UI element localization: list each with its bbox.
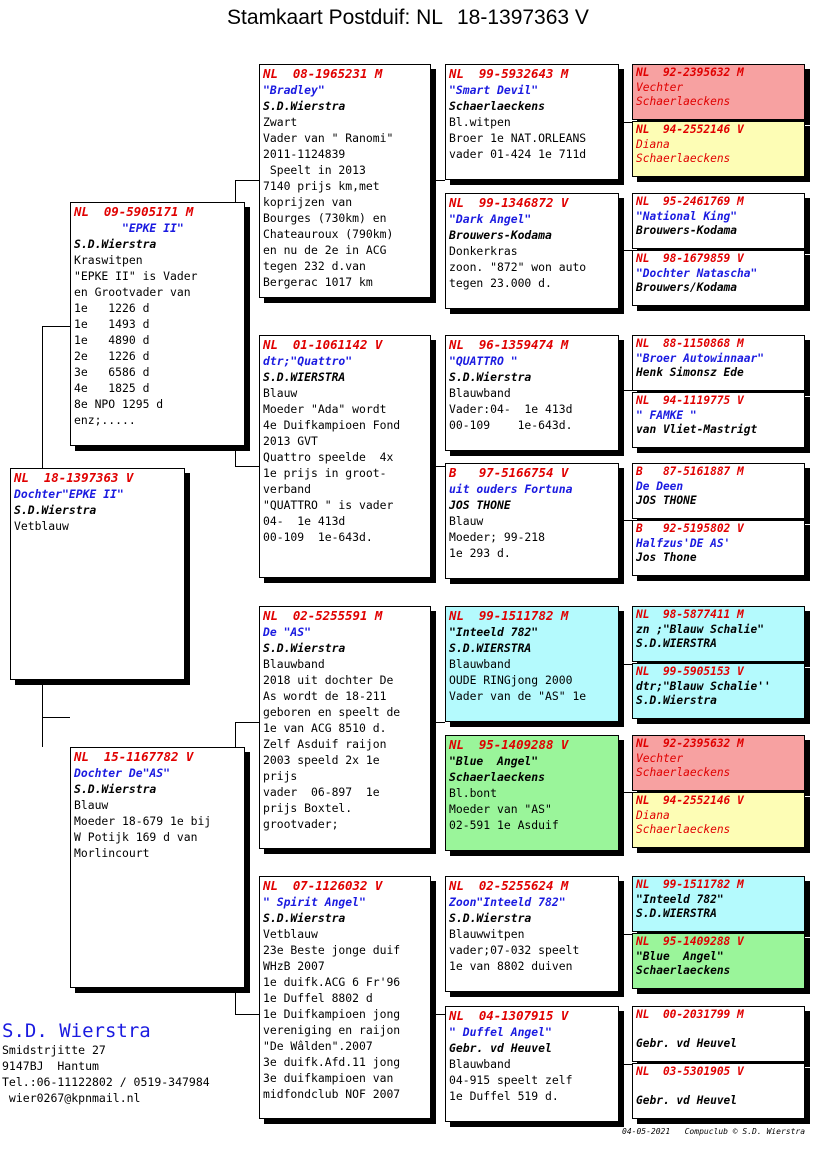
owner: S.D.Wierstra xyxy=(636,694,717,707)
owner: S.D.WIERSTRA xyxy=(636,637,717,650)
info-line: Quattro speelde 4x xyxy=(263,450,394,464)
pigeon-card-subject xyxy=(10,468,185,680)
pigeon-card-g1 xyxy=(632,64,805,120)
connector-line xyxy=(618,792,632,793)
info-line: 1e 1226 d xyxy=(74,301,150,315)
owner: Brouwers-Kodama xyxy=(636,224,738,237)
info-line: Vetblauw xyxy=(14,519,69,533)
info-line: Blauw xyxy=(74,798,109,812)
ring-number: NL 94-2552146 V xyxy=(636,123,744,136)
owner: Brouwers/Kodama xyxy=(636,281,738,294)
connector-line xyxy=(430,722,445,723)
pigeon-card-g8 xyxy=(632,520,805,576)
pigeon-name: Dochter De"AS" xyxy=(74,766,171,780)
info-line: "EPKE II" is Vader xyxy=(74,269,198,283)
info-line: 00-109 1e-643d. xyxy=(449,418,573,432)
ring-number: NL 99-5905153 V xyxy=(636,665,744,678)
connector-line xyxy=(42,717,70,718)
info-line: Bl.bont xyxy=(449,786,498,800)
info-line: 4e Duifkampioen Fond xyxy=(263,418,401,432)
pigeon-name: "Dochter Natascha" xyxy=(636,266,758,280)
info-line: en Grootvader van xyxy=(74,285,191,299)
info-line: Moeder 18-679 1e bij xyxy=(74,814,212,828)
info-line: 23e Beste jonge duif xyxy=(263,943,401,957)
info-line: en nu de 2e in ACG xyxy=(263,243,387,257)
pigeon-card-mfm xyxy=(445,735,619,851)
pigeon-name: Diana xyxy=(636,137,670,151)
pigeon-card-mmf xyxy=(445,876,619,992)
owner: S.D.WIERSTRA xyxy=(263,370,346,384)
info-line: 02-591 1e Asduif xyxy=(449,818,559,832)
ring-number: NL 94-1119775 V xyxy=(636,394,744,407)
pigeon-name: "Inteeld 782" xyxy=(449,625,539,639)
info-line: Blauwband xyxy=(449,1057,511,1071)
pigeon-name: Vechter xyxy=(636,751,684,765)
info-line: 1e van ACG 8510 d. xyxy=(263,721,387,735)
info-line: grootvader; xyxy=(263,817,339,831)
info-line: Blauwband xyxy=(449,386,511,400)
ring-number: NL 00-2031799 M xyxy=(636,1008,744,1021)
ring-number: NL 01-1061142 V xyxy=(263,337,383,352)
info-line: 1e prijs in groot- xyxy=(263,466,387,480)
pigeon-card-g3 xyxy=(632,193,805,249)
ring-number: NL 99-5932643 M xyxy=(449,66,569,81)
connector-line xyxy=(618,122,632,123)
info-line: Blauwwitpen xyxy=(449,927,525,941)
connector-line xyxy=(235,722,236,748)
info-line: prijs xyxy=(263,769,298,783)
ring-number: NL 03-5301905 V xyxy=(636,1065,744,1078)
owner: Schaerlaeckens xyxy=(636,823,731,836)
pigeon-name: "Dark Angel" xyxy=(449,212,532,226)
pigeon-name: "Blue Angel" xyxy=(636,949,724,963)
ring-number: NL 09-5905171 M xyxy=(74,204,194,219)
ring-number: NL 98-5877411 M xyxy=(636,608,744,621)
pigeon-name: " FAMKE " xyxy=(636,408,697,422)
info-line: Speelt in 2013 xyxy=(263,163,366,177)
ring-number: NL 94-2552146 V xyxy=(636,794,744,807)
info-line: WHzB 2007 xyxy=(263,959,325,973)
breeder-name: S.D. Wierstra xyxy=(2,1020,151,1042)
pigeon-card-father xyxy=(70,202,245,446)
pigeon-name: Dochter"EPKE II" xyxy=(14,487,124,501)
pigeon-name: "Bradley" xyxy=(263,83,325,97)
owner: S.D.Wierstra xyxy=(263,641,346,655)
pigeon-card-g10 xyxy=(632,663,805,719)
info-line: W Potijk 169 d van xyxy=(74,830,198,844)
ring-number: NL 08-1965231 M xyxy=(263,66,383,81)
info-line: Zwart xyxy=(263,115,298,129)
pigeon-card-g14 xyxy=(632,933,805,989)
pigeon-name: "QUATTRO " xyxy=(449,354,518,368)
info-line: vereniging en raijon xyxy=(263,1023,401,1037)
info-line: 1e Duffel 519 d. xyxy=(449,1089,559,1103)
ring-number: B 97-5166754 V xyxy=(449,465,569,480)
info-line: 8e NPO 1295 d xyxy=(74,397,164,411)
connector-line xyxy=(42,326,70,327)
info-line: 7140 prijs km,met xyxy=(263,179,380,193)
owner: S.D.WIERSTRA xyxy=(636,907,717,920)
owner: Gebr. vd Heuvel xyxy=(636,1093,738,1107)
owner: S.D.Wierstra xyxy=(449,911,532,925)
connector-line xyxy=(618,390,632,391)
ring-number: NL 07-1126032 V xyxy=(263,878,383,893)
pigeon-card-mff xyxy=(445,606,619,722)
owner: S.D.Wierstra xyxy=(14,503,97,517)
info-line: As wordt de 18-211 xyxy=(263,689,387,703)
info-line: Vetblauw xyxy=(263,927,318,941)
info-line: OUDE RINGjong 2000 xyxy=(449,673,573,687)
info-line: Zelf Asduif raijon xyxy=(263,737,387,751)
pigeon-name: "National King" xyxy=(636,209,738,223)
footer-credit: 04-05-2021 Compuclub © S.D. Wierstra xyxy=(622,1127,806,1136)
pigeon-card-ff xyxy=(259,64,431,298)
info-line: koprijzen van xyxy=(263,195,353,209)
info-line: 1e Duifkampioen jong xyxy=(263,1007,401,1021)
info-line: Bl.witpen xyxy=(449,115,511,129)
info-line: Vader:04- 1e 413d xyxy=(449,402,573,416)
breeder-phone: Tel.:06-11122802 / 0519-347984 xyxy=(2,1075,210,1089)
owner: JOS THONE xyxy=(449,498,511,512)
info-line: 3e duifk.Afd.11 jong xyxy=(263,1055,401,1069)
pigeon-card-g9 xyxy=(632,606,805,662)
ring-number: NL 15-1167782 V xyxy=(74,749,194,764)
info-line: Moeder "Ada" wordt xyxy=(263,402,387,416)
pigeon-card-g6 xyxy=(632,392,805,448)
connector-line xyxy=(430,180,445,181)
owner: Jos Thone xyxy=(636,551,697,564)
pigeon-name: "EPKE II" xyxy=(122,221,184,235)
info-line: "QUATTRO " is vader xyxy=(263,498,394,512)
ring-number: NL 95-1409288 V xyxy=(636,935,744,948)
connector-line xyxy=(618,250,632,251)
ring-number: NL 96-1359474 M xyxy=(449,337,569,352)
pigeon-card-mother xyxy=(70,747,245,988)
connector-line xyxy=(235,180,236,202)
ring-number: B 92-5195802 V xyxy=(636,522,744,535)
connector-line xyxy=(235,722,259,723)
owner: Gebr. vd Heuvel xyxy=(636,1036,738,1050)
info-line: "De Wâlden".2007 xyxy=(263,1039,373,1053)
pigeon-name: " Duffel Angel" xyxy=(449,1025,552,1039)
breeder-contact xyxy=(2,1020,210,1106)
info-line: Broer 1e NAT.ORLEANS xyxy=(449,131,587,145)
pigeon-name: " Spirit Angel" xyxy=(263,895,366,909)
info-line: vader 01-424 1e 711d xyxy=(449,147,587,161)
pigeon-card-g11 xyxy=(632,735,805,791)
pigeon-card-g12 xyxy=(632,792,805,848)
page-title xyxy=(0,6,816,30)
pigeon-name: dtr;"Quattro" xyxy=(263,354,353,368)
connector-line xyxy=(618,520,632,521)
connector-line xyxy=(235,446,236,466)
info-line: Chateauroux (790km) xyxy=(263,227,394,241)
info-line: verband xyxy=(263,482,312,496)
breeder-street: Smidstrjitte 27 xyxy=(2,1043,106,1057)
owner: JOS THONE xyxy=(636,494,697,507)
info-line: 1e van 8802 duiven xyxy=(449,959,573,973)
pigeon-card-g7 xyxy=(632,463,805,519)
info-line: 2018 uit dochter De xyxy=(263,673,394,687)
pigeon-card-g5 xyxy=(632,335,805,391)
info-line: tegen 232 d.van xyxy=(263,259,366,273)
ring-number: NL 92-2395632 M xyxy=(636,66,744,79)
connector-line xyxy=(235,180,259,181)
connector-line xyxy=(618,1064,632,1065)
title-prefix: Stamkaart Postduif: NL xyxy=(227,6,443,29)
info-line: 2011-1124839 xyxy=(263,147,346,161)
owner: Schaerlaeckens xyxy=(449,770,546,784)
ring-number: B 87-5161887 M xyxy=(636,465,744,478)
ring-number: NL 02-5255624 M xyxy=(449,878,569,893)
info-line: Vader van " Ranomi" xyxy=(263,131,394,145)
info-line: 2003 speeld 2x 1e xyxy=(263,753,380,767)
info-line: 3e duifkampioen van xyxy=(263,1071,394,1085)
info-line: zoon. "872" won auto xyxy=(449,260,587,274)
breeder-city: 9147BJ Hantum xyxy=(2,1059,99,1073)
pigeon-name: De "AS" xyxy=(263,625,312,639)
info-line: 1e Duffel 8802 d xyxy=(263,991,373,1005)
pigeon-name: dtr;"Blauw Schalie'' xyxy=(636,679,771,693)
info-line: Moeder; 99-218 xyxy=(449,530,546,544)
owner: S.D.WIERSTRA xyxy=(449,641,532,655)
owner: S.D.Wierstra xyxy=(263,911,346,925)
owner: S.D.Wierstra xyxy=(263,99,346,113)
connector-line xyxy=(42,680,43,747)
pigeon-card-g4 xyxy=(632,250,805,306)
ring-number: NL 04-1307915 V xyxy=(449,1008,569,1023)
info-line: Kraswitpen xyxy=(74,253,143,267)
connector-line xyxy=(618,664,632,665)
info-line: prijs Boxtel. xyxy=(263,801,353,815)
info-line: tegen 23.000 d. xyxy=(449,276,552,290)
info-line: Bourges (730km) en xyxy=(263,211,387,225)
ring-number: NL 95-2461769 M xyxy=(636,195,744,208)
connector-line xyxy=(618,934,632,935)
connector-line xyxy=(42,326,43,468)
owner: Gebr. vd Heuvel xyxy=(449,1041,552,1055)
pigeon-name: Diana xyxy=(636,808,670,822)
info-line: Vader van de "AS" 1e xyxy=(449,689,587,703)
pigeon-card-fm xyxy=(259,335,431,578)
info-line: vader;07-032 speelt xyxy=(449,943,580,957)
owner: Schaerlaeckens xyxy=(449,99,546,113)
owner: S.D.Wierstra xyxy=(74,237,157,251)
connector-line xyxy=(430,1014,445,1015)
owner: S.D.Wierstra xyxy=(449,370,532,384)
info-line: Blauwband xyxy=(449,657,511,671)
owner: van Vliet-Mastrigt xyxy=(636,423,758,436)
connector-line xyxy=(235,1014,259,1015)
pigeon-name: Halfzus'DE AS' xyxy=(636,536,731,550)
pigeon-name: "Broer Autowinnaar" xyxy=(636,351,764,365)
info-line: 2013 GVT xyxy=(263,434,318,448)
pigeon-card-mf xyxy=(259,606,431,849)
info-line: 1e duifk.ACG 6 Fr'96 xyxy=(263,975,401,989)
info-line: Blauw xyxy=(263,386,298,400)
pigeon-name: "Blue Angel" xyxy=(449,754,539,768)
owner: Schaerlaeckens xyxy=(636,964,731,977)
info-line: 04-915 speelt zelf xyxy=(449,1073,573,1087)
pigeon-name: "Inteeld 782" xyxy=(636,892,724,906)
info-line: 1e 4890 d xyxy=(74,333,150,347)
ring-number: NL 02-5255591 M xyxy=(263,608,383,623)
info-line: 00-109 1e-643d. xyxy=(263,530,373,544)
ring-number: NL 18-1397363 V xyxy=(14,470,134,485)
pigeon-name: zn ;"Blauw Schalie" xyxy=(636,622,764,636)
info-line: Moeder van "AS" xyxy=(449,802,552,816)
ring-number: NL 95-1409288 V xyxy=(449,737,569,752)
pigeon-card-g15 xyxy=(632,1006,805,1062)
owner: Henk Simonsz Ede xyxy=(636,366,744,379)
owner: S.D.Wierstra xyxy=(74,782,157,796)
pigeon-name: De Deen xyxy=(636,479,684,493)
info-line: 04- 1e 413d xyxy=(263,514,346,528)
ring-number: NL 92-2395632 M xyxy=(636,737,744,750)
info-line: Morlincourt xyxy=(74,846,150,860)
pigeon-card-mmm xyxy=(445,1006,619,1122)
ring-number: NL 99-1346872 V xyxy=(449,195,569,210)
info-line: Bergerac 1017 km xyxy=(263,275,373,289)
info-line: 3e 6586 d xyxy=(74,365,150,379)
pigeon-name: uit ouders Fortuna xyxy=(449,482,573,496)
connector-line xyxy=(235,466,259,467)
breeder-email[interactable]: wier0267@kpnmail.nl xyxy=(2,1091,141,1105)
connector-line xyxy=(235,988,236,1014)
pigeon-name: Zoon"Inteeld 782" xyxy=(449,895,566,909)
info-line: midfondclub NOF 2007 xyxy=(263,1087,401,1101)
info-line: enz;..... xyxy=(74,413,136,427)
pigeon-card-g13 xyxy=(632,876,805,932)
pigeon-name: Vechter xyxy=(636,80,684,94)
pigeon-card-fff xyxy=(445,64,619,180)
pigeon-card-fmf xyxy=(445,335,619,451)
ring-number: NL 99-1511782 M xyxy=(449,608,569,623)
info-line: vader 06-897 1e xyxy=(263,785,380,799)
info-line: geboren en speelt de xyxy=(263,705,401,719)
ring-number: NL 88-1150868 M xyxy=(636,337,744,350)
info-line: 1e 1493 d xyxy=(74,317,150,331)
ring-number: NL 99-1511782 M xyxy=(636,878,744,891)
owner: Schaerlaeckens xyxy=(636,95,731,108)
pigeon-name: "Smart Devil" xyxy=(449,83,539,97)
info-line: 2e 1226 d xyxy=(74,349,150,363)
owner: Schaerlaeckens xyxy=(636,766,731,779)
ring-number: NL 98-1679859 V xyxy=(636,252,744,265)
pigeon-card-fmm xyxy=(445,463,619,579)
info-line: Blauwband xyxy=(263,657,325,671)
connector-line xyxy=(430,466,445,467)
title-ring: 18-1397363 V xyxy=(456,6,589,29)
pigeon-card-mm xyxy=(259,876,431,1119)
pigeon-card-g16 xyxy=(632,1063,805,1119)
info-line: 1e 293 d. xyxy=(449,546,511,560)
info-line: Blauw xyxy=(449,514,484,528)
owner: Brouwers-Kodama xyxy=(449,228,552,242)
pigeon-card-ffm xyxy=(445,193,619,309)
info-line: 4e 1825 d xyxy=(74,381,150,395)
pigeon-card-g2 xyxy=(632,121,805,177)
owner: Schaerlaeckens xyxy=(636,152,731,165)
info-line: Donkerkras xyxy=(449,244,518,258)
